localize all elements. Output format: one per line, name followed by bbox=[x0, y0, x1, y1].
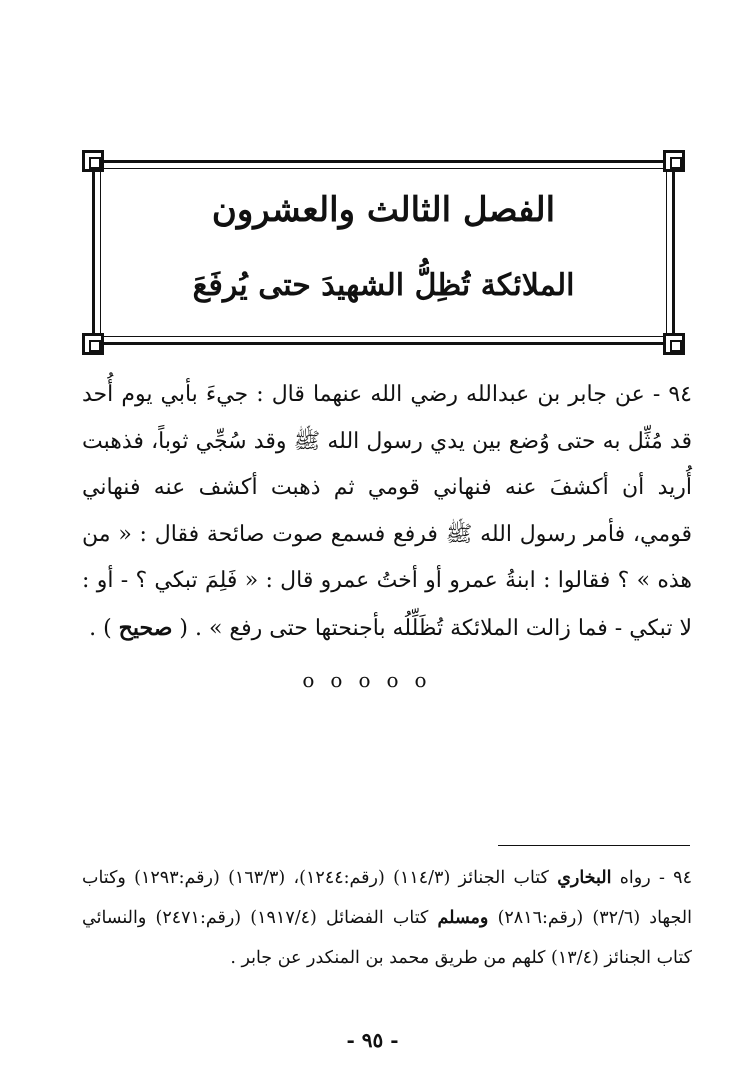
footnote-bukhari: البخاري bbox=[557, 868, 612, 888]
page-number: - ٩٥ - bbox=[346, 1028, 399, 1052]
hadith-text: ٩٤ - عن جابر بن عبدالله رضي الله عنهما قال : جيءَ بأبي يوم أُحد قد مُثِّل به حتى وُضع بين يدي رسول الله ﷺ وقد سُجِّي ثوباً، فذهبت أُريد أن أكشفَ عنه فنهاني قومي ثم ذهبت أكشف عنه فنهاني قومي، فأمر رسول الله ﷺ فرفع فسمع صوت صائحة فقال : « من هذه » ؟ فقالوا : ابنةُ عمرو أو أختُ عمرو قال : « فَلِمَ تبكي ؟ - أو : لا تبكي - فما زالت الملائكة تُظَلِّلُه بأجنحتها حتى رفع » . ( bbox=[82, 382, 692, 641]
section-separator: ooooo bbox=[302, 668, 443, 692]
chapter-subtitle: الملائكة تُظِلُّ الشهيدَ حتى يُرفَعَ bbox=[192, 268, 575, 303]
chapter-title: الفصل الثالث والعشرون bbox=[211, 190, 556, 230]
corner-ornament-bottom-right bbox=[663, 333, 685, 355]
corner-ornament-bottom-left bbox=[82, 333, 104, 355]
hadith-closing: ) . bbox=[89, 615, 112, 641]
hadith-body bbox=[82, 372, 692, 652]
corner-ornament-top-left bbox=[82, 150, 104, 172]
footnote-intro: ٩٤ - رواه bbox=[619, 868, 692, 888]
footnote-muslim-refs: كتاب الفضائل (١٩١٧/٤) (رقم:٢٤٧١) والنسائي كتاب الجنائز (١٣/٤) كلهم من طريق محمد بن المنكدر عن جابر . bbox=[82, 908, 692, 968]
footnote-bukhari-refs: كتاب الجنائز (١١٤/٣) (رقم:١٢٤٤)، (١٦٣/٣) (رقم:١٢٩٣) وكتاب الجهاد (٣٢/٦) (رقم:٢٨١٦) bbox=[82, 868, 692, 928]
chapter-header-frame bbox=[82, 150, 685, 355]
footnote bbox=[82, 858, 692, 978]
corner-ornament-top-right bbox=[663, 150, 685, 172]
footnote-divider bbox=[498, 845, 690, 846]
hadith-grade: صحيح bbox=[118, 614, 173, 641]
footnote-muslim: ومسلم bbox=[437, 908, 489, 928]
